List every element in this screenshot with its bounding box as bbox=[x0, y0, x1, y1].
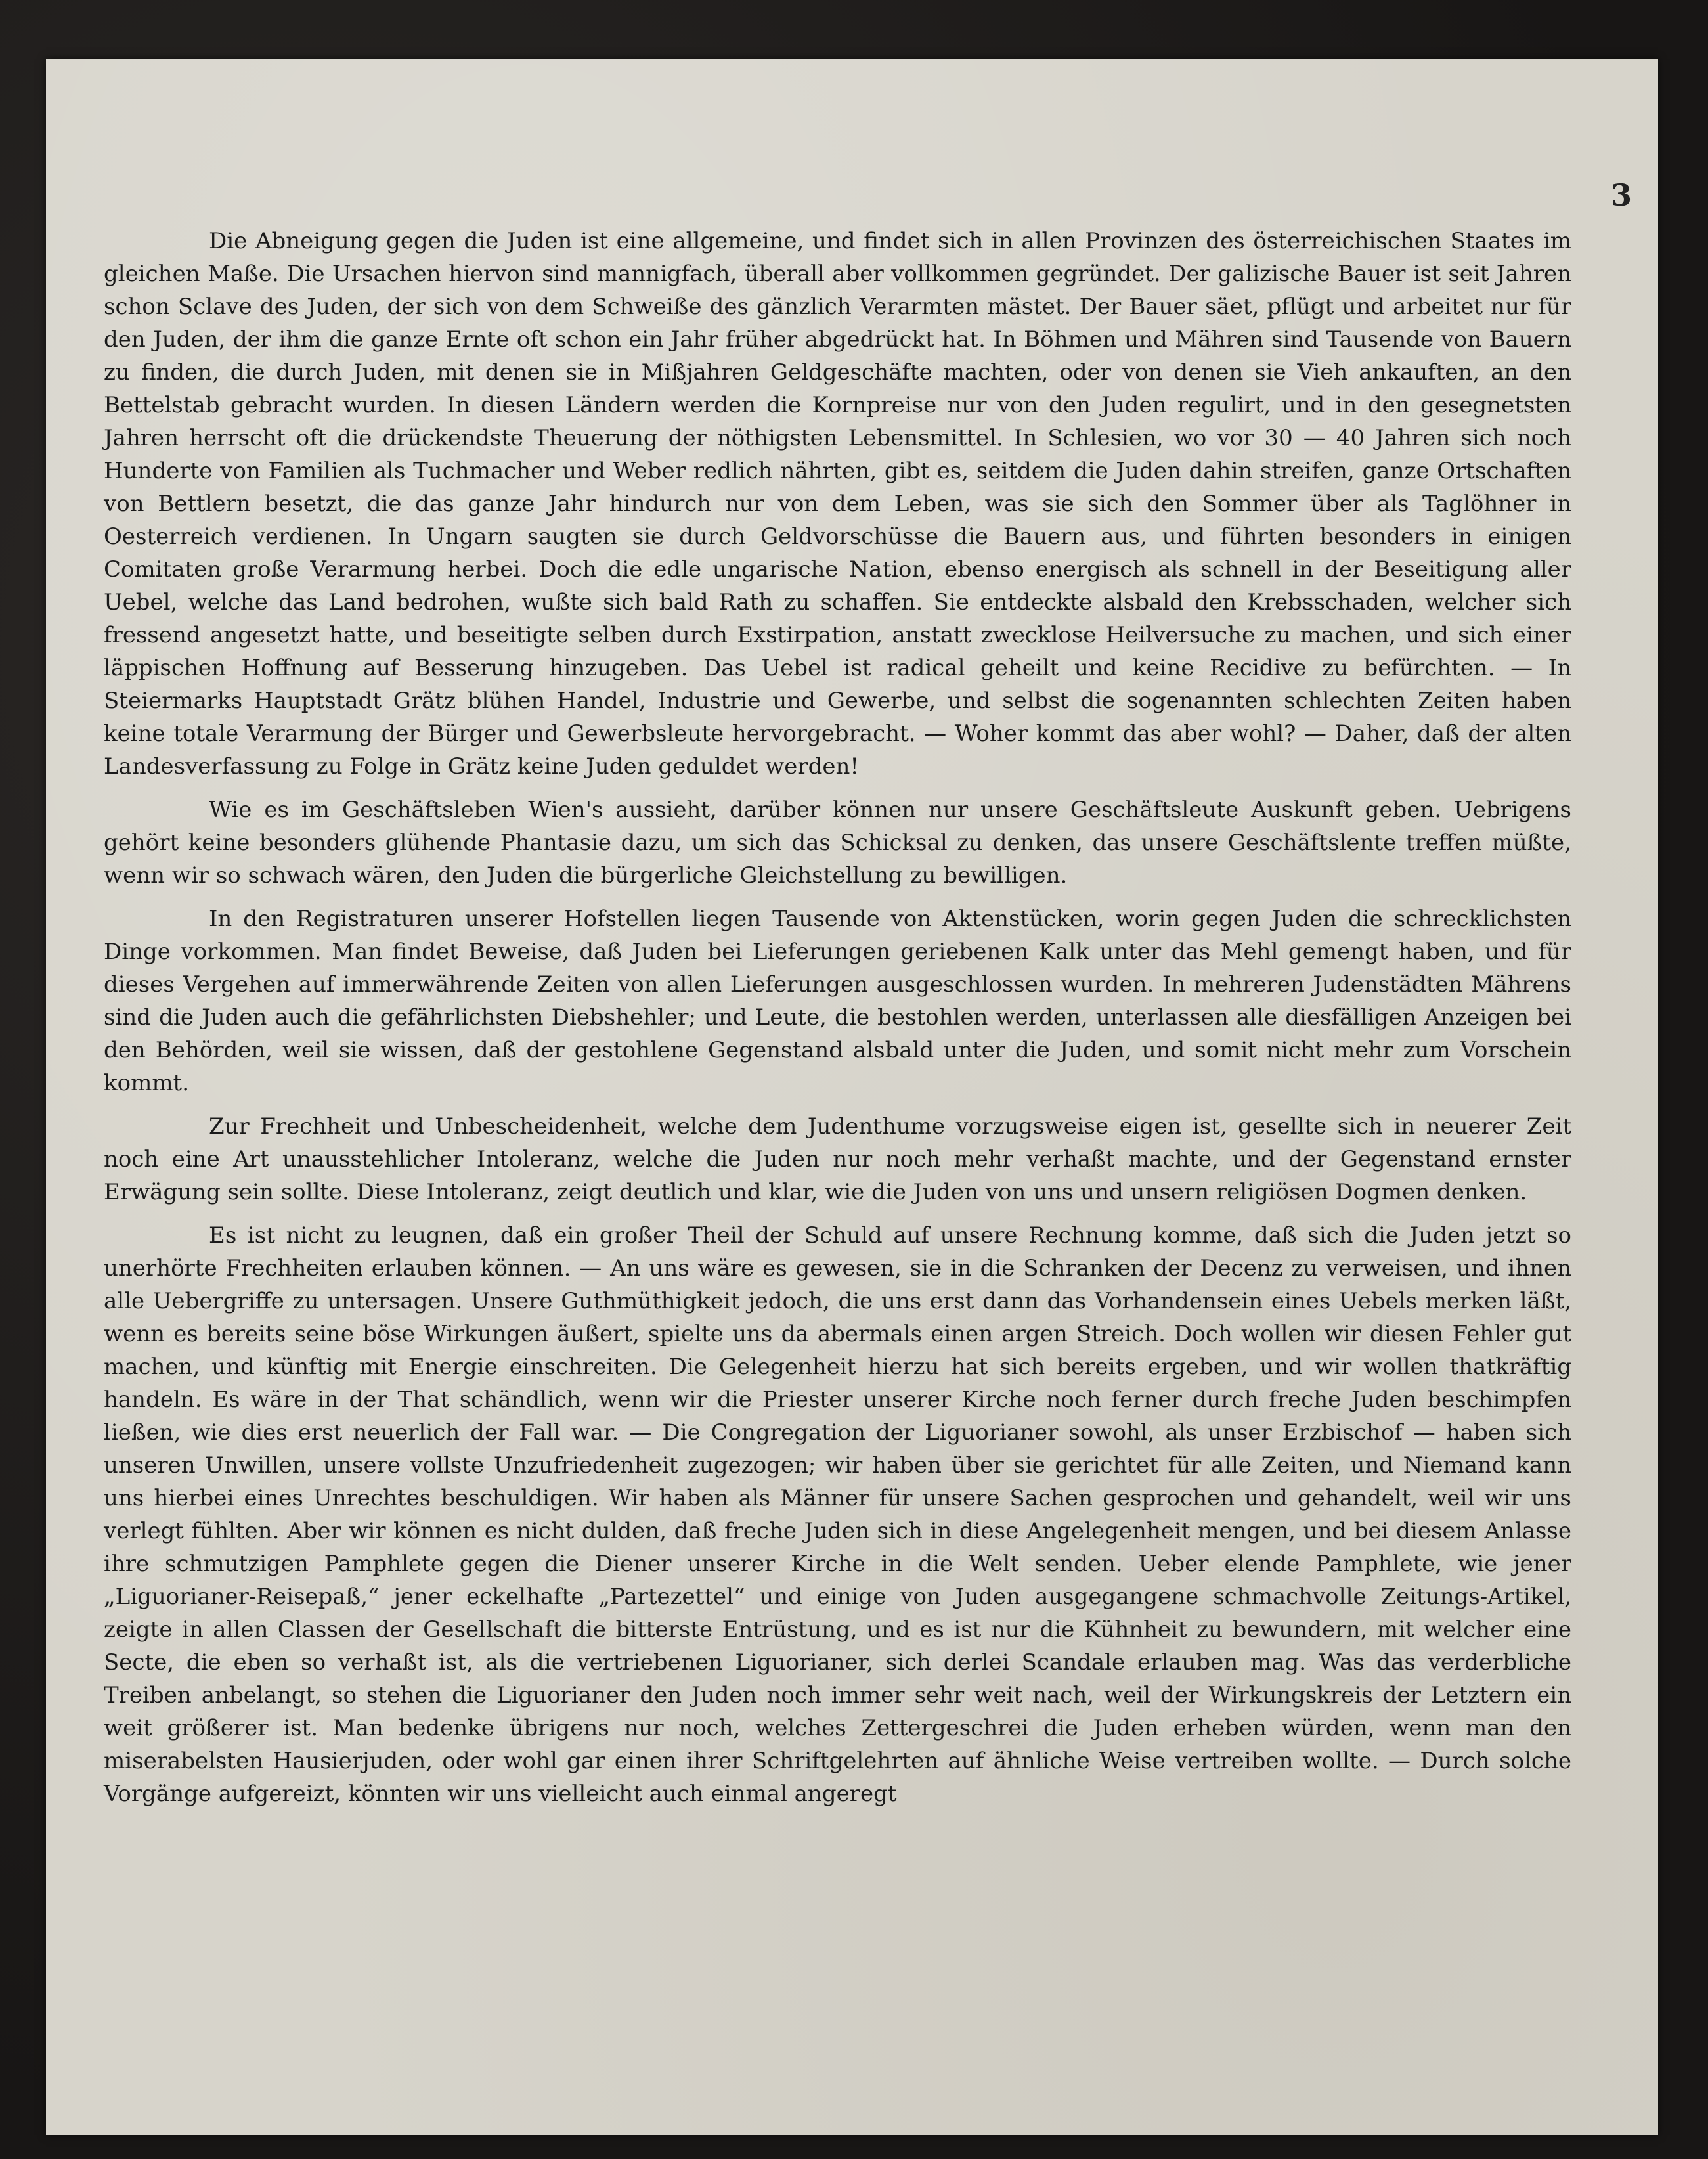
document-page bbox=[46, 59, 1658, 2135]
page-number: 3 bbox=[1610, 177, 1632, 213]
body-text bbox=[104, 225, 1571, 1810]
paragraph-2: Wie es im Geschäftsleben Wien's aussieht, darüber können nur unsere Geschäftsleute Auskunft geben. Uebrigens gehört keine besonders glühende Phantasie dazu, um sich das Schicksal zu denken, das unsere Geschäftslente treffen müßte, wenn wir so schwach wären, den Juden die bürgerliche Gleichstellung zu bewilligen. bbox=[104, 797, 1571, 889]
paragraph-4: Zur Frechheit und Unbescheidenheit, welche dem Judenthume vorzugsweise eigen ist, gesellte sich in neuerer Zeit noch eine Art unausstehlicher Intoleranz, welche die Juden nur noch mehr verhaßt machte, und der Gegenstand ernster Erwägung sein sollte. Diese Intoleranz, zeigt deutlich und klar, wie die Juden von uns und unsern religiösen Dogmen denken. bbox=[104, 1113, 1571, 1205]
paragraph-5: Es ist nicht zu leugnen, daß ein großer Theil der Schuld auf unsere Rechnung komme, daß sich die Juden jetzt so unerhörte Frechheiten erlauben können. — An uns wäre es gewesen, sie in die Schranken der Decenz zu verweisen, und ihnen alle Uebergriffe zu untersagen. Unsere Guthmüthigkeit jedoch, die uns erst dann das Vorhandensein eines Uebels merken läßt, wenn es bereits seine böse Wirkungen äußert, spielte uns da abermals einen argen Streich. Doch wollen wir diesen Fehler gut machen, und künftig mit Energie einschreiten. Die Gelegenheit hierzu hat sich bereits ergeben, und wir wollen thatkräftig handeln. Es wäre in der That schändlich, wenn wir die Priester unserer Kirche noch ferner durch freche Juden beschimpfen ließen, wie dies erst neuerlich der Fall war. — Die Congregation der Liguorianer sowohl, als unser Erzbischof — haben sich unseren Unwillen, unsere vollste Unzufriedenheit zugezogen; wir haben über sie gerichtet für alle Zeiten, und Niemand kann uns hierbei eines Unrechtes beschuldigen. Wir haben als Männer für unsere Sachen gesprochen und gehandelt, weil wir uns verlegt fühlten. Aber wir können es nicht dulden, daß freche Juden sich in diese Angelegenheit mengen, und bei diesem Anlasse ihre schmutzigen Pamphlete gegen die Diener unserer Kirche in die Welt senden. Ueber elende Pamphlete, wie jener „Liguorianer-Reisepaß,“ jener eckelhafte „Partezettel“ und einige von Juden ausgegangene schmachvolle Zeitungs-Artikel, zeigte in allen Classen der Gesellschaft die bitterste Entrüstung, und es ist nur die Kühnheit zu bewundern, mit welcher eine Secte, die eben so verhaßt ist, als die vertriebenen Liguorianer, sich derlei Scandale erlauben mag. Was das verderbliche Treiben anbelangt, so stehen die Liguorianer den Juden noch immer sehr weit nach, weil der Wirkungskreis der Letztern ein weit größerer ist. Man bedenke übrigens nur noch, welches Zettergeschrei die Juden erheben würden, wenn man den miserabelsten Hausierjuden, oder wohl gar einen ihrer Schriftgelehrten auf ähnliche Weise vertreiben wollte. — Durch solche Vorgänge aufgereizt, könnten wir uns vielleicht auch einmal angeregt bbox=[104, 1222, 1571, 1807]
paragraph-3: In den Registraturen unserer Hofstellen liegen Tausende von Aktenstücken, worin gegen Juden die schrecklichsten Dinge vorkommen. Man findet Beweise, daß Juden bei Lieferungen geriebenen Kalk unter das Mehl gemengt haben, und für dieses Vergehen auf immerwährende Zeiten von allen Lieferungen ausgeschlossen wurden. In mehreren Judenstädten Mährens sind die Juden auch die gefährlichsten Diebshehler; und Leute, die bestohlen werden, unterlassen alle diesfälligen Anzeigen bei den Behörden, weil sie wissen, daß der gestohlene Gegenstand alsbald unter die Juden, und somit nicht mehr zum Vorschein kommt. bbox=[104, 906, 1571, 1096]
paragraph-1: Die Abneigung gegen die Juden ist eine allgemeine, und findet sich in allen Provinzen des österreichischen Staates im gleichen Maße. Die Ursachen hiervon sind mannigfach, überall aber vollkommen gegründet. Der galizische Bauer ist seit Jahren schon Sclave des Juden, der sich von dem Schweiße des gänzlich Verarmten mästet. Der Bauer säet, pflügt und arbeitet nur für den Juden, der ihm die ganze Ernte oft schon ein Jahr früher abgedrückt hat. In Böhmen und Mähren sind Tausende von Bauern zu finden, die durch Juden, mit denen sie in Mißjahren Geldgeschäfte machten, oder von denen sie Vieh ankauften, an den Bettelstab gebracht wurden. In diesen Ländern werden die Kornpreise nur von den Juden regulirt, und in den gesegnetsten Jahren herrscht oft die drückendste Theuerung der nöthigsten Lebensmittel. In Schlesien, wo vor 30 — 40 Jahren sich noch Hunderte von Familien als Tuchmacher und Weber redlich nährten, gibt es, seitdem die Juden dahin streifen, ganze Ortschaften von Bettlern besetzt, die das ganze Jahr hindurch nur von dem Leben, was sie sich den Sommer über als Taglöhner in Oesterreich verdienen. In Ungarn saugten sie durch Geldvorschüsse die Bauern aus, und führten besonders in einigen Comitaten große Verarmung herbei. Doch die edle ungarische Nation, ebenso energisch als schnell in der Beseitigung aller Uebel, welche das Land bedrohen, wußte sich bald Rath zu schaffen. Sie entdeckte alsbald den Krebsschaden, welcher sich fressend angesetzt hatte, und beseitigte selben durch Exstirpation, anstatt zwecklose Heilversuche zu machen, und sich einer läppischen Hoffnung auf Besserung hinzugeben. Das Uebel ist radical geheilt und keine Recidive zu befürchten. — In Steiermarks Hauptstadt Grätz blühen Handel, Industrie und Gewerbe, und selbst die sogenannten schlechten Zeiten haben keine totale Verarmung der Bürger und Gewerbsleute hervorgebracht. — Woher kommt das aber wohl? — Daher, daß der alten Landesverfassung zu Folge in Grätz keine Juden geduldet werden! bbox=[104, 228, 1571, 780]
